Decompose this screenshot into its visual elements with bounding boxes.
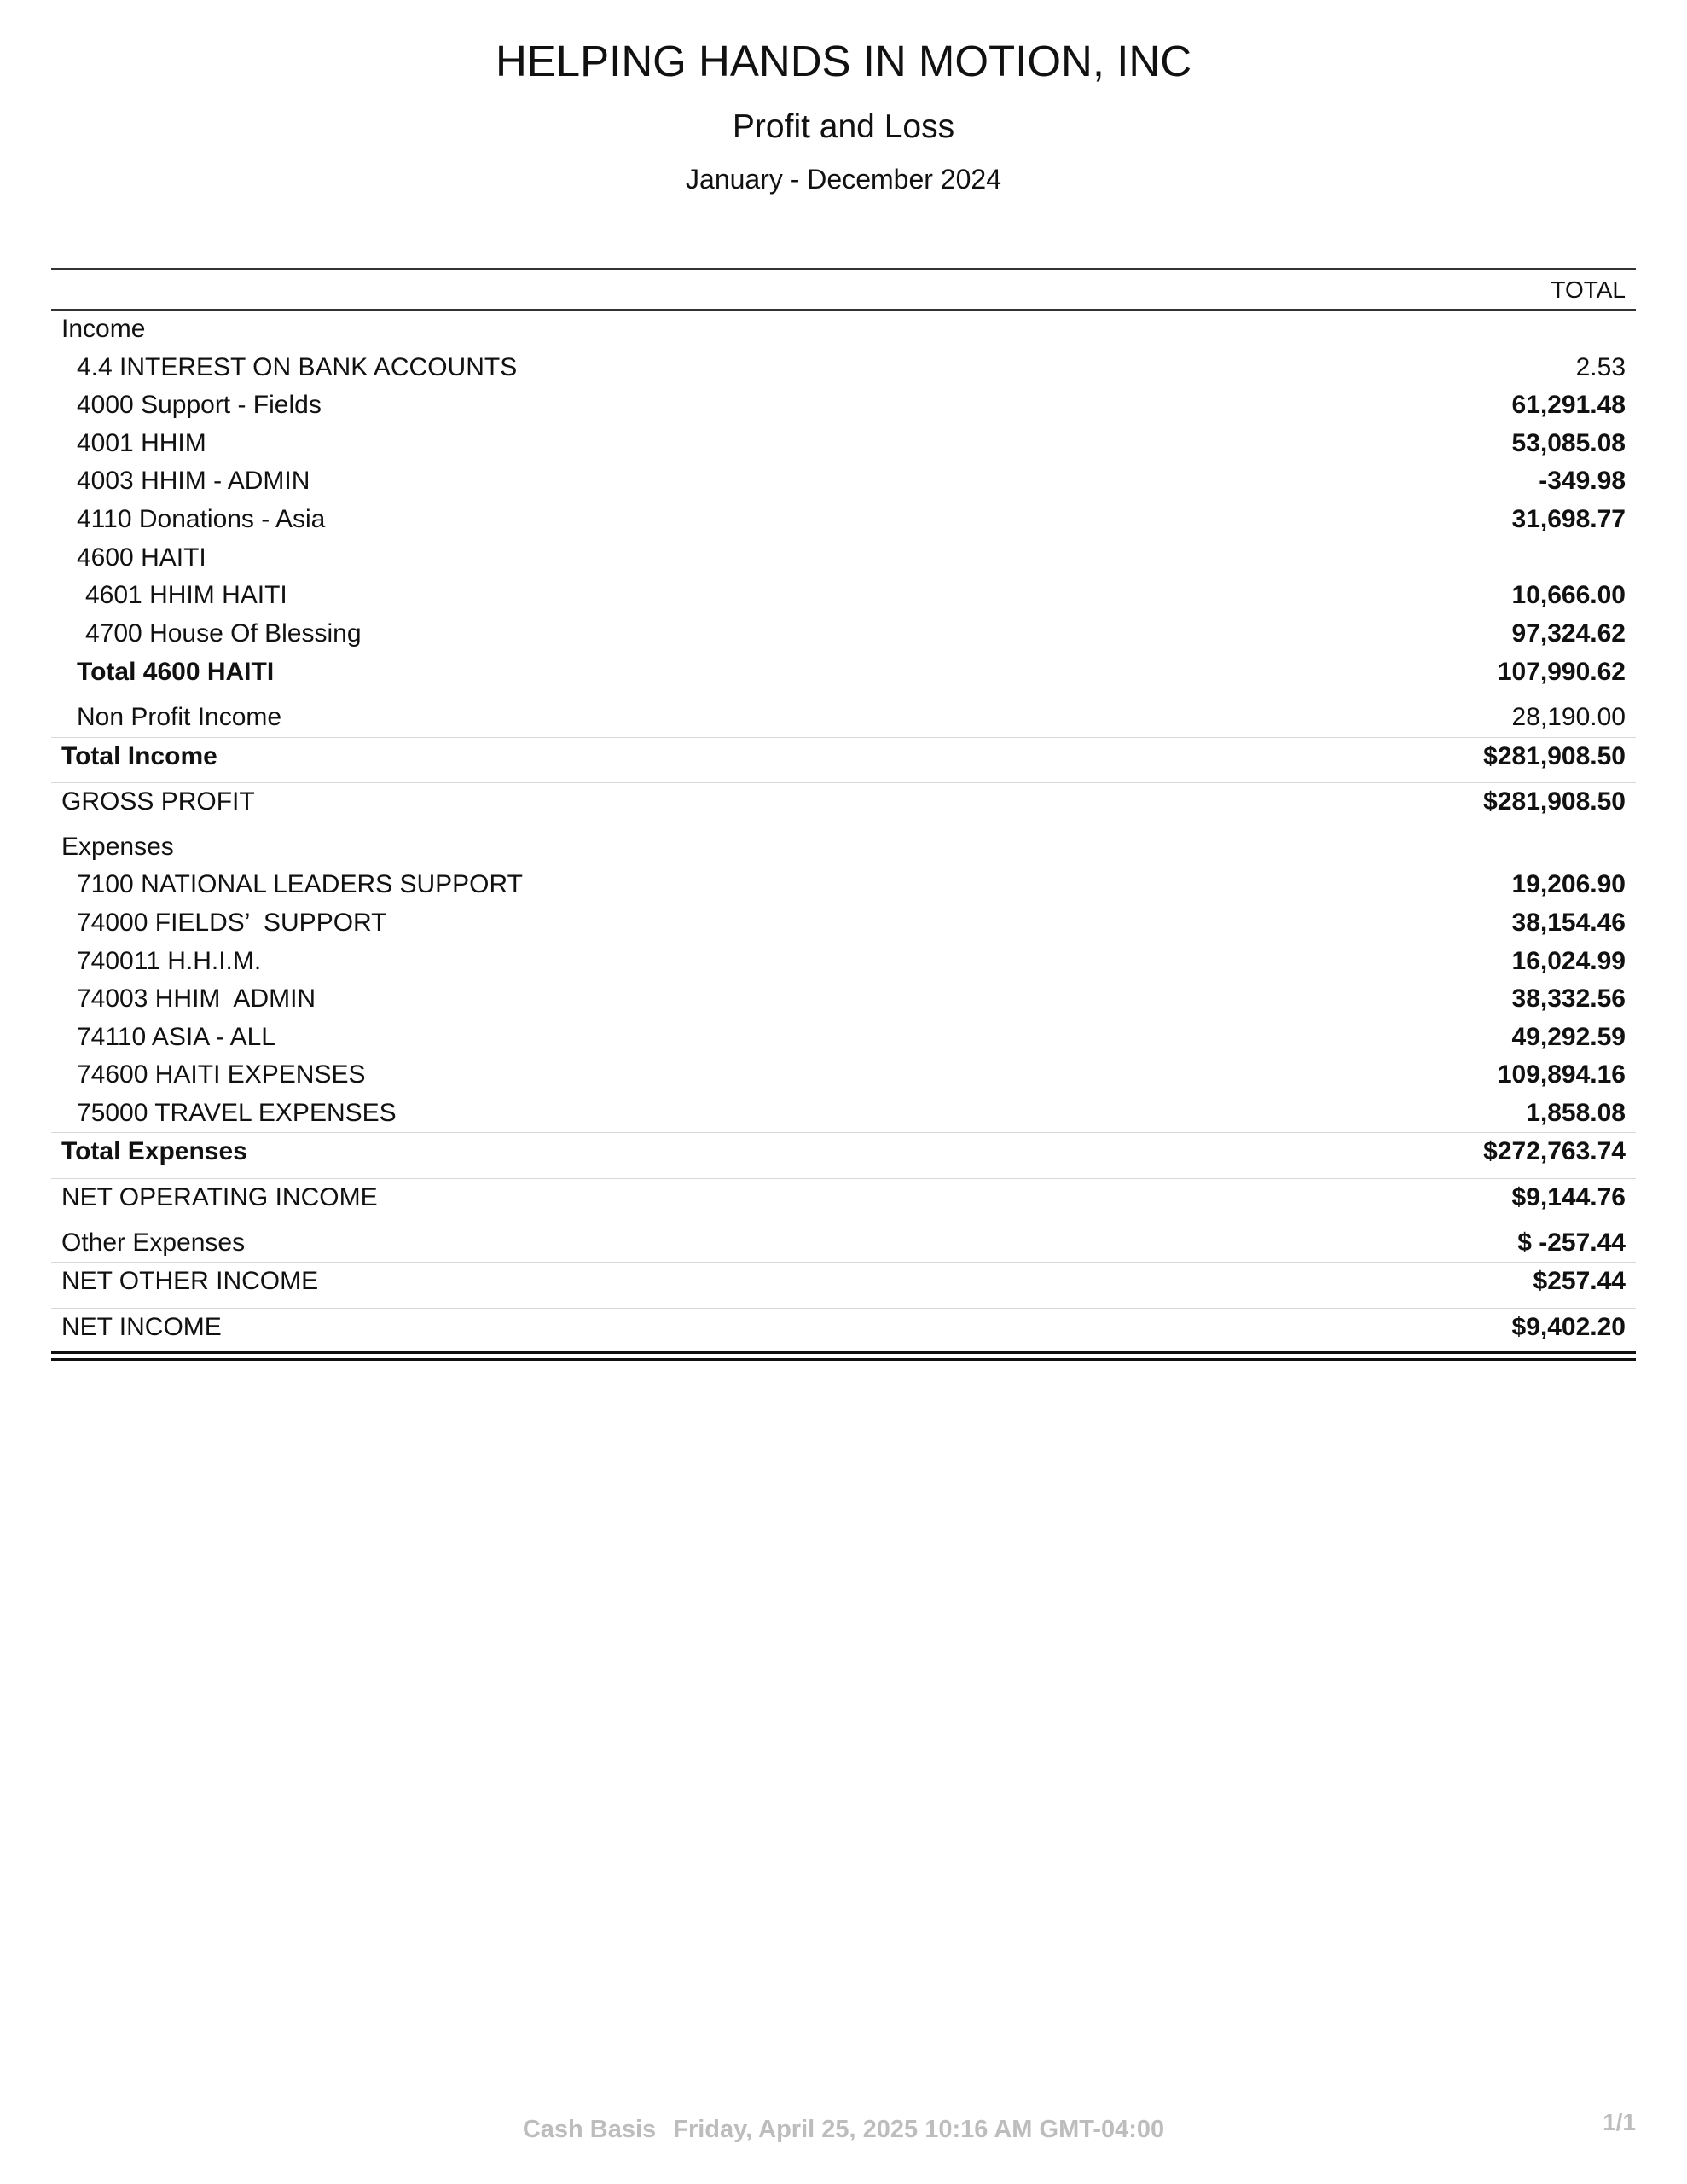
net-operating-income-row xyxy=(51,1178,1636,1217)
account-label: 4001 HHIM xyxy=(77,428,206,457)
haiti-heading-row xyxy=(51,539,1636,578)
subsection-heading: 4600 HAITI xyxy=(77,543,206,572)
report-period: January - December 2024 xyxy=(686,164,1001,195)
summary-value: $9,144.76 xyxy=(1511,1183,1626,1212)
total-label: Total 4600 HAITI xyxy=(77,658,275,687)
account-label: 74110 ASIA - ALL xyxy=(77,1022,275,1051)
account-value: 49,292.59 xyxy=(1511,1022,1626,1051)
summary-label: GROSS PROFIT xyxy=(61,787,255,816)
summary-value: $281,908.50 xyxy=(1483,787,1626,816)
account-value: 19,206.90 xyxy=(1511,870,1626,899)
summary-value: $257.44 xyxy=(1533,1267,1626,1296)
total-value: $272,763.74 xyxy=(1483,1137,1626,1166)
account-value: 38,332.56 xyxy=(1511,985,1626,1014)
table-row xyxy=(51,1095,1636,1133)
account-value: 97,324.62 xyxy=(1511,619,1626,648)
summary-value: $ -257.44 xyxy=(1517,1228,1626,1257)
company-name: HELPING HANDS IN MOTION, INC xyxy=(495,37,1192,85)
account-value: 1,858.08 xyxy=(1526,1098,1626,1127)
total-value: 107,990.62 xyxy=(1497,658,1626,687)
account-label: Non Profit Income xyxy=(77,702,282,731)
page-number: 1/1 xyxy=(1603,2109,1636,2135)
section-heading: Expenses xyxy=(61,832,174,861)
table-row xyxy=(51,699,1636,737)
account-value: -349.98 xyxy=(1539,467,1626,496)
account-value: 61,291.48 xyxy=(1511,391,1626,420)
account-label: 74003 HHIM ADMIN xyxy=(77,985,316,1014)
table-row xyxy=(51,425,1636,463)
account-value: 16,024.99 xyxy=(1511,946,1626,975)
account-value: 28,190.00 xyxy=(1511,702,1626,731)
other-expenses-row xyxy=(51,1224,1636,1263)
double-underline xyxy=(51,1351,1636,1361)
total-column-label: TOTAL xyxy=(1551,276,1626,303)
table-row xyxy=(51,904,1636,943)
net-income-row xyxy=(51,1308,1636,1347)
expenses-heading-row xyxy=(51,828,1636,867)
table-row xyxy=(51,349,1636,387)
account-label: 4601 HHIM HAITI xyxy=(85,581,287,610)
table-row xyxy=(51,462,1636,501)
account-value: 10,666.00 xyxy=(1511,581,1626,610)
net-other-income-row xyxy=(51,1262,1636,1301)
table-row xyxy=(51,615,1636,653)
account-value: 38,154.46 xyxy=(1511,908,1626,937)
report-title: Profit and Loss xyxy=(732,108,955,145)
income-heading-row xyxy=(51,311,1636,349)
account-label: 7100 NATIONAL LEADERS SUPPORT xyxy=(77,870,523,899)
account-label: 740011 H.H.I.M. xyxy=(77,946,262,975)
summary-label: NET INCOME xyxy=(61,1312,222,1341)
table-row xyxy=(51,866,1636,904)
account-label: 74600 HAITI EXPENSES xyxy=(77,1060,366,1089)
section-heading: Income xyxy=(61,315,146,343)
account-value: 109,894.16 xyxy=(1497,1060,1626,1089)
summary-label: NET OPERATING INCOME xyxy=(61,1183,378,1212)
basis-label: Cash Basis xyxy=(522,2116,657,2143)
column-header xyxy=(51,268,1636,311)
account-label: 4003 HHIM - ADMIN xyxy=(77,467,310,496)
report-footer xyxy=(0,2114,1687,2145)
total-label: Total Income xyxy=(61,741,217,770)
table-row xyxy=(51,386,1636,425)
summary-value: $9,402.20 xyxy=(1511,1312,1626,1341)
account-label: 74000 FIELDS’ SUPPORT xyxy=(77,908,387,937)
total-label: Total Expenses xyxy=(61,1137,247,1166)
account-value: 2.53 xyxy=(1575,352,1626,381)
account-label: 4.4 INTEREST ON BANK ACCOUNTS xyxy=(77,352,518,381)
account-value: 31,698.77 xyxy=(1511,504,1626,533)
account-label: 75000 TRAVEL EXPENSES xyxy=(77,1098,397,1127)
total-value: $281,908.50 xyxy=(1483,741,1626,770)
expenses-total-row xyxy=(51,1132,1636,1171)
profit-loss-table xyxy=(51,268,1636,1361)
account-label: 4700 House Of Blessing xyxy=(85,619,362,648)
summary-label: Other Expenses xyxy=(61,1228,246,1257)
table-row xyxy=(51,1056,1636,1095)
table-row xyxy=(51,577,1636,615)
table-row xyxy=(51,980,1636,1019)
haiti-total-row xyxy=(51,653,1636,692)
table-row xyxy=(51,501,1636,539)
income-total-row xyxy=(51,737,1636,776)
account-value: 53,085.08 xyxy=(1511,428,1626,457)
table-row xyxy=(51,943,1636,981)
account-label: 4000 Support - Fields xyxy=(77,391,322,420)
generated-timestamp: Friday, April 25, 2025 10:16 AM GMT-04:00 xyxy=(673,2116,1165,2143)
gross-profit-row xyxy=(51,782,1636,822)
account-label: 4110 Donations - Asia xyxy=(77,504,326,533)
summary-label: NET OTHER INCOME xyxy=(61,1267,319,1296)
table-row xyxy=(51,1019,1636,1057)
